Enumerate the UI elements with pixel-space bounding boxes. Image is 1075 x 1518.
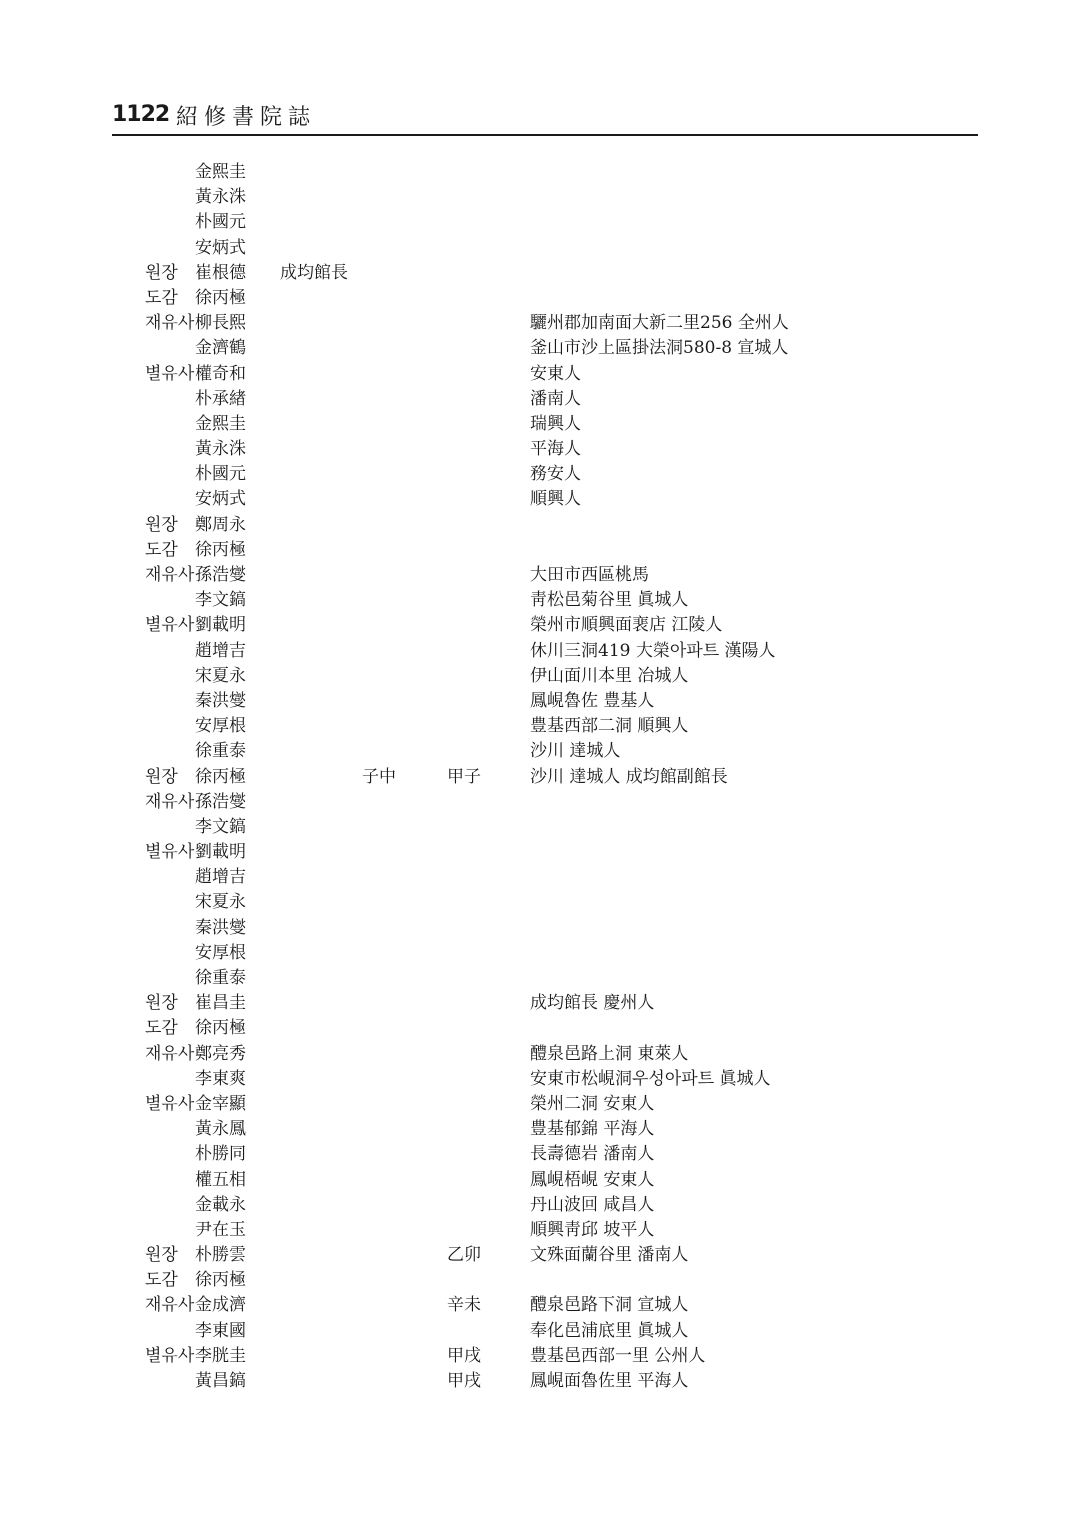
- address-cell: 驪州郡加南面大新二里256 全州人: [530, 313, 789, 334]
- name-cell: 崔昌圭: [195, 993, 246, 1014]
- name-cell: 趙增吉: [195, 640, 246, 661]
- roster-row: [0, 714, 1075, 739]
- name-cell: 鄭亮秀: [195, 1043, 246, 1064]
- name-cell: 安炳式: [195, 237, 246, 258]
- roster-row: [0, 765, 1075, 790]
- role-cell: 별유사: [145, 842, 195, 863]
- roster-row: [0, 563, 1075, 588]
- name-cell: 李文鎬: [195, 816, 246, 837]
- roster-row: [0, 1016, 1075, 1041]
- role-cell: 원장: [145, 1245, 178, 1266]
- role-cell: 별유사: [145, 615, 195, 636]
- courtesy-name-cell: 子中: [362, 766, 396, 787]
- name-cell: 徐丙極: [195, 1270, 246, 1291]
- birth-year-cell: 甲戌: [447, 1345, 481, 1366]
- name-cell: 黃永洙: [195, 439, 246, 460]
- roster-row: [0, 639, 1075, 664]
- address-cell: 醴泉邑路下洞 宣城人: [530, 1295, 689, 1316]
- name-cell: 尹在玉: [195, 1219, 246, 1240]
- address-cell: 平海人: [530, 439, 581, 460]
- role-cell: 재유사: [145, 1295, 195, 1316]
- name-cell: 李文鎬: [195, 590, 246, 611]
- roster-row: [0, 1369, 1075, 1394]
- name-cell: 黃昌鎬: [195, 1371, 246, 1391]
- roster-row: [0, 890, 1075, 915]
- name-cell: 權奇和: [195, 363, 246, 384]
- role-cell: 재유사: [145, 791, 195, 812]
- name-cell: 宋夏永: [195, 665, 246, 686]
- name-cell: 安厚根: [195, 942, 246, 963]
- roster-row: [0, 1218, 1075, 1243]
- address-cell: 安東市松峴洞우성아파트 眞城人: [530, 1068, 771, 1089]
- roster-row: [0, 210, 1075, 235]
- address-cell: 大田市西區桃馬: [530, 565, 649, 585]
- note-cell: 成均館長: [280, 262, 348, 283]
- roster-row: [0, 160, 1075, 185]
- address-cell: 釜山市沙上區掛法洞580-8 宣城人: [530, 338, 789, 359]
- roster-row: [0, 1042, 1075, 1067]
- roster-list: [0, 160, 1075, 1394]
- roster-row: [0, 1067, 1075, 1092]
- name-cell: 金濟鶴: [195, 338, 246, 359]
- address-cell: 鳳峴面魯佐里 平海人: [530, 1371, 689, 1391]
- roster-row: [0, 236, 1075, 261]
- name-cell: 金熙圭: [195, 162, 246, 182]
- role-cell: 재유사: [145, 313, 195, 334]
- name-cell: 宋夏永: [195, 892, 246, 913]
- name-cell: 秦洪燮: [195, 917, 246, 938]
- address-cell: 鳳峴魯佐 豊基人: [530, 690, 655, 711]
- name-cell: 柳長熙: [195, 313, 246, 334]
- address-cell: 文殊面蘭谷里 潘南人: [530, 1245, 689, 1266]
- address-cell: 丹山波回 咸昌人: [530, 1194, 655, 1215]
- name-cell: 權五相: [195, 1169, 246, 1190]
- address-cell: 靑松邑菊谷里 眞城人: [530, 590, 689, 611]
- name-cell: 朴國元: [195, 464, 246, 485]
- name-cell: 趙增吉: [195, 867, 246, 888]
- roster-row: [0, 286, 1075, 311]
- address-cell: 順興靑邱 坡平人: [530, 1219, 655, 1240]
- role-cell: 도감: [145, 539, 178, 560]
- role-cell: 도감: [145, 1270, 178, 1291]
- roster-row: [0, 664, 1075, 689]
- roster-row: [0, 1193, 1075, 1218]
- address-cell: 休川三洞419 大榮아파트 漢陽人: [530, 640, 776, 661]
- name-cell: 朴國元: [195, 212, 246, 233]
- name-cell: 金宰顯: [195, 1093, 246, 1114]
- address-cell: 伊山面川本里 冶城人: [530, 665, 689, 686]
- name-cell: 崔根德: [195, 262, 246, 283]
- address-cell: 豊基郁錦 平海人: [530, 1119, 655, 1140]
- name-cell: 劉載明: [195, 842, 246, 863]
- name-cell: 安厚根: [195, 716, 246, 737]
- roster-row: [0, 865, 1075, 890]
- roster-row: [0, 362, 1075, 387]
- name-cell: 金載永: [195, 1194, 246, 1215]
- birth-year-cell: 乙卯: [447, 1245, 481, 1266]
- roster-row: [0, 815, 1075, 840]
- address-cell: 醴泉邑路上洞 東萊人: [530, 1043, 689, 1064]
- name-cell: 徐重泰: [195, 741, 246, 762]
- address-cell: 榮州市順興面裵店 江陵人: [530, 615, 723, 636]
- name-cell: 孫浩燮: [195, 565, 246, 585]
- page-header: [112, 100, 978, 136]
- name-cell: 安炳式: [195, 489, 246, 510]
- roster-row: [0, 336, 1075, 361]
- address-cell: 務安人: [530, 464, 581, 485]
- address-cell: 沙川 達城人: [530, 741, 621, 762]
- address-cell: 安東人: [530, 363, 581, 384]
- role-cell: 별유사: [145, 363, 195, 384]
- name-cell: 徐重泰: [195, 968, 246, 988]
- address-cell: 成均館長 慶州人: [530, 993, 655, 1014]
- roster-row: [0, 538, 1075, 563]
- name-cell: 李東國: [195, 1320, 246, 1341]
- roster-row: [0, 1168, 1075, 1193]
- roster-row: [0, 1344, 1075, 1369]
- name-cell: 黃永鳳: [195, 1119, 246, 1140]
- roster-row: [0, 689, 1075, 714]
- book-title: 紹修書院誌: [176, 105, 317, 130]
- roster-row: [0, 588, 1075, 613]
- roster-row: [0, 1293, 1075, 1318]
- role-cell: 원장: [145, 514, 178, 535]
- role-cell: 재유사: [145, 1043, 195, 1064]
- address-cell: 豊基西部二洞 順興人: [530, 716, 689, 737]
- role-cell: 원장: [145, 993, 178, 1014]
- address-cell: 長壽德岩 潘南人: [530, 1144, 655, 1165]
- roster-row: [0, 1319, 1075, 1344]
- birth-year-cell: 辛未: [447, 1295, 481, 1316]
- roster-row: [0, 966, 1075, 991]
- name-cell: 朴承緖: [195, 388, 246, 409]
- roster-row: [0, 1092, 1075, 1117]
- name-cell: 黃永洙: [195, 187, 246, 208]
- roster-row: [0, 1117, 1075, 1142]
- roster-row: [0, 1142, 1075, 1167]
- name-cell: 劉載明: [195, 615, 246, 636]
- name-cell: 徐丙極: [195, 1018, 246, 1039]
- name-cell: 李東爽: [195, 1068, 246, 1089]
- address-cell: 沙川 達城人 成均館副館長: [530, 766, 728, 787]
- roster-row: [0, 916, 1075, 941]
- roster-row: [0, 941, 1075, 966]
- role-cell: 재유사: [145, 565, 195, 585]
- role-cell: 별유사: [145, 1093, 195, 1114]
- roster-row: [0, 790, 1075, 815]
- role-cell: 원장: [145, 766, 178, 787]
- name-cell: 孫浩燮: [195, 791, 246, 812]
- role-cell: 도감: [145, 1018, 178, 1039]
- name-cell: 徐丙極: [195, 287, 246, 308]
- name-cell: 金熙圭: [195, 413, 246, 434]
- birth-year-cell: 甲子: [447, 766, 481, 787]
- name-cell: 朴勝同: [195, 1144, 246, 1165]
- name-cell: 朴勝雲: [195, 1245, 246, 1266]
- address-cell: 鳳峴梧峴 安東人: [530, 1169, 655, 1190]
- address-cell: 瑞興人: [530, 413, 581, 434]
- page-number: 1122: [112, 102, 170, 127]
- address-cell: 順興人: [530, 489, 581, 510]
- address-cell: 豊基邑西部一里 公州人: [530, 1345, 706, 1366]
- name-cell: 徐丙極: [195, 766, 246, 787]
- roster-row: [0, 311, 1075, 336]
- birth-year-cell: 甲戌: [447, 1371, 481, 1391]
- roster-row: [0, 513, 1075, 538]
- name-cell: 金成濟: [195, 1295, 246, 1316]
- roster-row: [0, 261, 1075, 286]
- roster-row: [0, 185, 1075, 210]
- roster-row: [0, 991, 1075, 1016]
- roster-row: [0, 613, 1075, 638]
- address-cell: 奉化邑浦底里 眞城人: [530, 1320, 689, 1341]
- role-cell: 도감: [145, 287, 178, 308]
- name-cell: 李胱圭: [195, 1345, 246, 1366]
- roster-row: [0, 1268, 1075, 1293]
- address-cell: 潘南人: [530, 388, 581, 409]
- role-cell: 원장: [145, 262, 178, 283]
- role-cell: 별유사: [145, 1345, 195, 1366]
- roster-row: [0, 487, 1075, 512]
- name-cell: 徐丙極: [195, 539, 246, 560]
- roster-row: [0, 387, 1075, 412]
- roster-row: [0, 462, 1075, 487]
- roster-row: [0, 739, 1075, 764]
- name-cell: 秦洪燮: [195, 690, 246, 711]
- roster-row: [0, 437, 1075, 462]
- roster-row: [0, 412, 1075, 437]
- roster-row: [0, 840, 1075, 865]
- address-cell: 榮州二洞 安東人: [530, 1093, 655, 1114]
- roster-row: [0, 1243, 1075, 1268]
- name-cell: 鄭周永: [195, 514, 246, 535]
